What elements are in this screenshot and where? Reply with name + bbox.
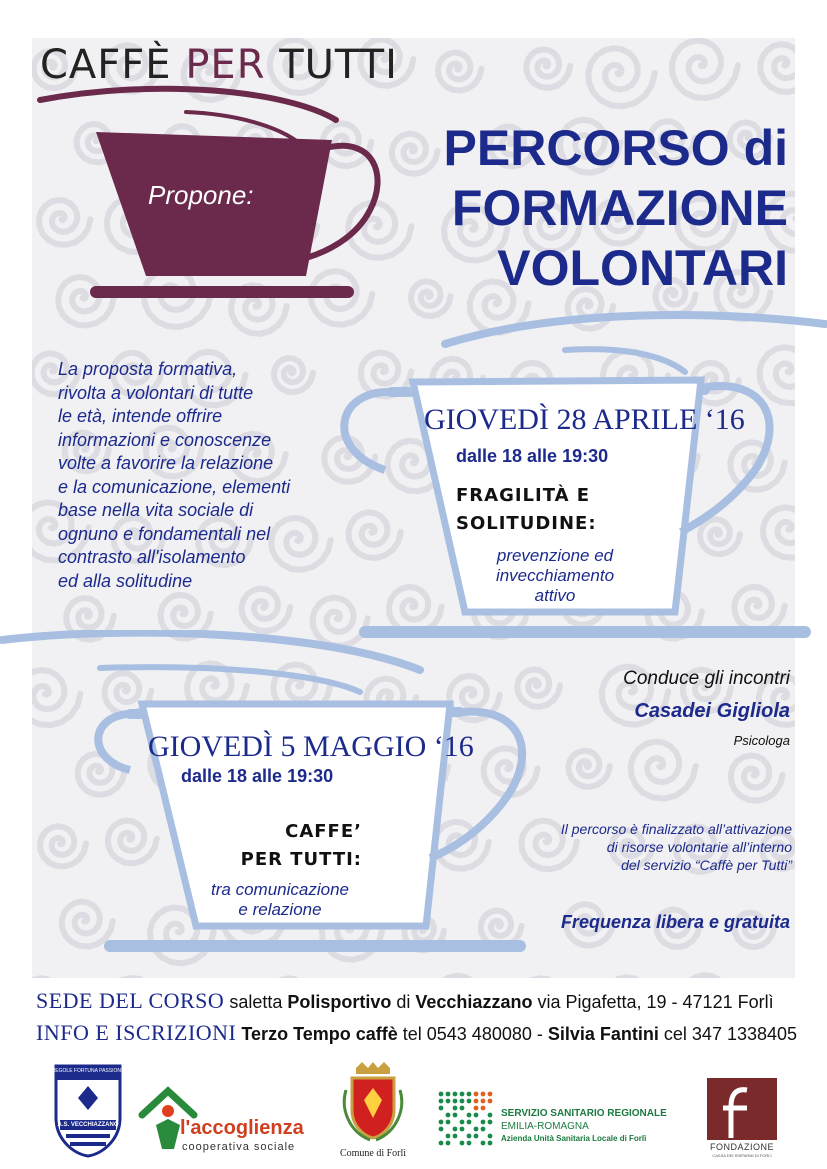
accoglienza-logo	[138, 1085, 313, 1155]
intro-line: le età, intende offrire	[58, 406, 223, 426]
swirl-mark	[731, 756, 783, 801]
ssr-dot	[460, 1092, 465, 1097]
ssr-dot	[474, 1092, 479, 1097]
sede-place: Vecchiazzano	[415, 992, 533, 1012]
headline-line-1: PERCORSO di	[443, 120, 788, 176]
percorso-line: di risorse volontarie all’interno	[606, 839, 792, 855]
ssr-dot	[488, 1113, 493, 1118]
ssr-dot	[439, 1127, 444, 1132]
sede-venue: Polisportivo	[287, 992, 392, 1012]
propone-label: Propone:	[148, 180, 254, 210]
event-1-subtitle	[470, 546, 640, 606]
ssr-dot	[474, 1134, 479, 1139]
ssr-dot	[460, 1127, 465, 1132]
ssr-dot	[481, 1127, 486, 1132]
accoglienza-subtitle: cooperativa sociale	[182, 1141, 296, 1153]
swirl-mark	[681, 975, 742, 978]
ssr-dot	[460, 1099, 465, 1104]
ssr-line-1: SERVIZIO SANITARIO REGIONALE	[501, 1108, 667, 1119]
ssr-dot	[481, 1092, 486, 1097]
ssr-dot	[453, 1113, 458, 1118]
intro-line: ed alla solitudine	[58, 570, 193, 591]
sede-label: SEDE DEL CORSO	[36, 988, 225, 1013]
intro-line: rivolta a volontari di tutte	[58, 382, 254, 403]
ssr-dot	[446, 1134, 451, 1139]
frequenza-note: Frequenza libera e gratuita	[560, 912, 790, 932]
ssr-dot	[474, 1113, 479, 1118]
ssr-dot	[453, 1092, 458, 1097]
vecchiazzano-logo	[50, 1058, 126, 1158]
swirl-mark	[438, 53, 482, 91]
info-contact: Silvia Fantini	[547, 1024, 659, 1044]
intro-paragraph	[58, 358, 358, 593]
swirl-mark	[568, 751, 610, 787]
comune-name: Comune di Forlì	[339, 1148, 407, 1159]
ssr-dot	[439, 1099, 444, 1104]
accoglienza-name: l'accoglienza	[180, 1117, 304, 1139]
event-1-subtitle-line: prevenzione ed	[496, 546, 614, 565]
intro-line: contrasto all'isolamento	[58, 547, 246, 567]
ssr-dot	[467, 1134, 472, 1139]
swirl-mark	[760, 44, 795, 92]
percorso-line: Il percorso è finalizzato all’attivazione	[560, 821, 792, 837]
ssr-dot	[446, 1113, 451, 1118]
fondazione-logo	[707, 1078, 777, 1160]
intro-line: volte a favorire la relazione	[58, 453, 274, 473]
ssr-dot	[488, 1099, 493, 1104]
conduce-label: Conduce gli incontri	[623, 668, 790, 689]
ssr-dot	[481, 1099, 486, 1104]
fondazione-f-icon	[707, 1078, 777, 1140]
brand-part-tutti: TUTTI	[279, 42, 398, 88]
info-row	[36, 1020, 797, 1046]
ssr-dot	[460, 1106, 465, 1111]
event-1-title-line-2: SOLITUDINE:	[456, 513, 597, 534]
ssr-dot	[439, 1120, 444, 1125]
fondazione-name: FONDAZIONE	[709, 1142, 774, 1152]
ssr-dot	[488, 1120, 493, 1125]
intro-line: informazioni e conoscenze	[58, 429, 272, 450]
headline	[388, 118, 788, 298]
intro-line: ognuno e fondamentali nel	[58, 523, 271, 544]
event-2-title-line-2: PER TUTTI:	[240, 849, 362, 870]
event-2-title-line-1: CAFFE’	[285, 821, 362, 842]
ssr-dot	[439, 1141, 444, 1146]
percorso-line: del servizio “Caffè per Tutti”	[621, 857, 792, 873]
intro-line: e la comunicazione, elementi	[58, 476, 291, 497]
ssr-line-3: Azienda Unità Sanitaria Locale di Forlì	[501, 1134, 647, 1143]
ssr-dot	[453, 1106, 458, 1111]
event-2-title	[222, 818, 362, 874]
brand-part-caffe: CAFFÈ	[40, 42, 172, 88]
event-1-date: GIOVEDÌ 28 APRILE ‘16	[424, 403, 745, 436]
ssr-dot	[474, 1127, 479, 1132]
ssr-dot	[467, 1141, 472, 1146]
blue-cup-2-icon	[0, 630, 545, 975]
ssr-dot	[467, 1092, 472, 1097]
ssr-dot	[467, 1113, 472, 1118]
info-label: INFO E ISCRIZIONI	[36, 1020, 237, 1045]
info-phone: tel 0543 480080 -	[397, 1024, 548, 1044]
info-venue: Terzo Tempo caffè	[236, 1024, 398, 1044]
event-2-date: GIOVEDÌ 5 MAGGIO ‘16	[148, 730, 474, 763]
ssr-dot	[460, 1141, 465, 1146]
ssr-dot	[446, 1099, 451, 1104]
ssr-dot	[439, 1092, 444, 1097]
event-2-subtitle-line: e relazione	[238, 900, 322, 919]
ssr-dot	[481, 1120, 486, 1125]
swirl-mark	[631, 742, 696, 799]
event-1-title-line-1: FRAGILITÀ E	[456, 485, 591, 506]
event-2-subtitle-line: tra comunicazione	[211, 880, 349, 899]
ssr-dot	[481, 1106, 486, 1111]
fondazione-subtitle: CASSA DEI RISPARMI DI FORLÌ	[712, 1153, 772, 1158]
ssr-dot	[446, 1141, 451, 1146]
headline-line-2: FORMAZIONE	[451, 180, 788, 236]
ssr-dot	[439, 1106, 444, 1111]
headline-line-3: VOLONTARI	[497, 240, 788, 296]
ssr-dot	[460, 1120, 465, 1125]
intro-line: base nella vita sociale di	[58, 500, 254, 520]
event-2-time: dalle 18 alle 19:30	[181, 766, 334, 786]
event-1-time: dalle 18 alle 19:30	[456, 446, 609, 466]
event-1-title	[456, 482, 597, 538]
swirl-mark	[672, 40, 738, 98]
sede-address: via Pigafetta, 19 - 47121 Forlì	[532, 992, 774, 1012]
brand-part-per: PER	[185, 42, 266, 88]
percorso-note	[470, 820, 792, 874]
ssr-dot	[488, 1141, 493, 1146]
comune-forli-logo	[332, 1060, 414, 1165]
swirl-mark	[526, 49, 570, 87]
speaker-role: Psicologa	[733, 733, 790, 748]
ssr-dot	[488, 1092, 493, 1097]
intro-line: La proposta formativa,	[58, 359, 238, 379]
comune-crest-icon	[342, 1060, 404, 1142]
info-mobile: cel 347 1338405	[658, 1024, 798, 1044]
ssr-dot	[488, 1134, 493, 1139]
speaker-name: Casadei Gigliola	[634, 700, 790, 722]
ssr-dot	[453, 1134, 458, 1139]
ssr-line-2: EMILIA-ROMAGNA	[501, 1121, 589, 1132]
sede-text: di	[391, 992, 416, 1012]
swirl-mark	[242, 589, 291, 632]
ssr-dot	[474, 1099, 479, 1104]
ssr-dot	[453, 1127, 458, 1132]
sede-row	[36, 988, 774, 1014]
ssr-dot	[474, 1106, 479, 1111]
ssr-dot	[467, 1120, 472, 1125]
event-1-subtitle-line: invecchiamento	[495, 566, 615, 585]
ssr-dot	[467, 1099, 472, 1104]
swirl-mark	[588, 48, 655, 106]
ssr-dot	[446, 1120, 451, 1125]
event-2-subtitle	[190, 880, 370, 920]
vecchiazzano-motto: REGOLE FORTUNA PASSIONE	[51, 1068, 125, 1074]
vecchiazzano-name: A.S. VECCHIAZZANO	[57, 1122, 119, 1128]
ssr-dot	[453, 1099, 458, 1104]
sede-text: saletta	[224, 992, 288, 1012]
swirl-mark	[604, 977, 664, 978]
event-1-subtitle-line: attivo	[534, 586, 576, 605]
ssr-dot	[446, 1092, 451, 1097]
ssr-dots-icon	[437, 1090, 495, 1148]
ssr-dot	[481, 1141, 486, 1146]
ssr-logo	[437, 1090, 687, 1150]
swirl-mark	[433, 976, 495, 978]
